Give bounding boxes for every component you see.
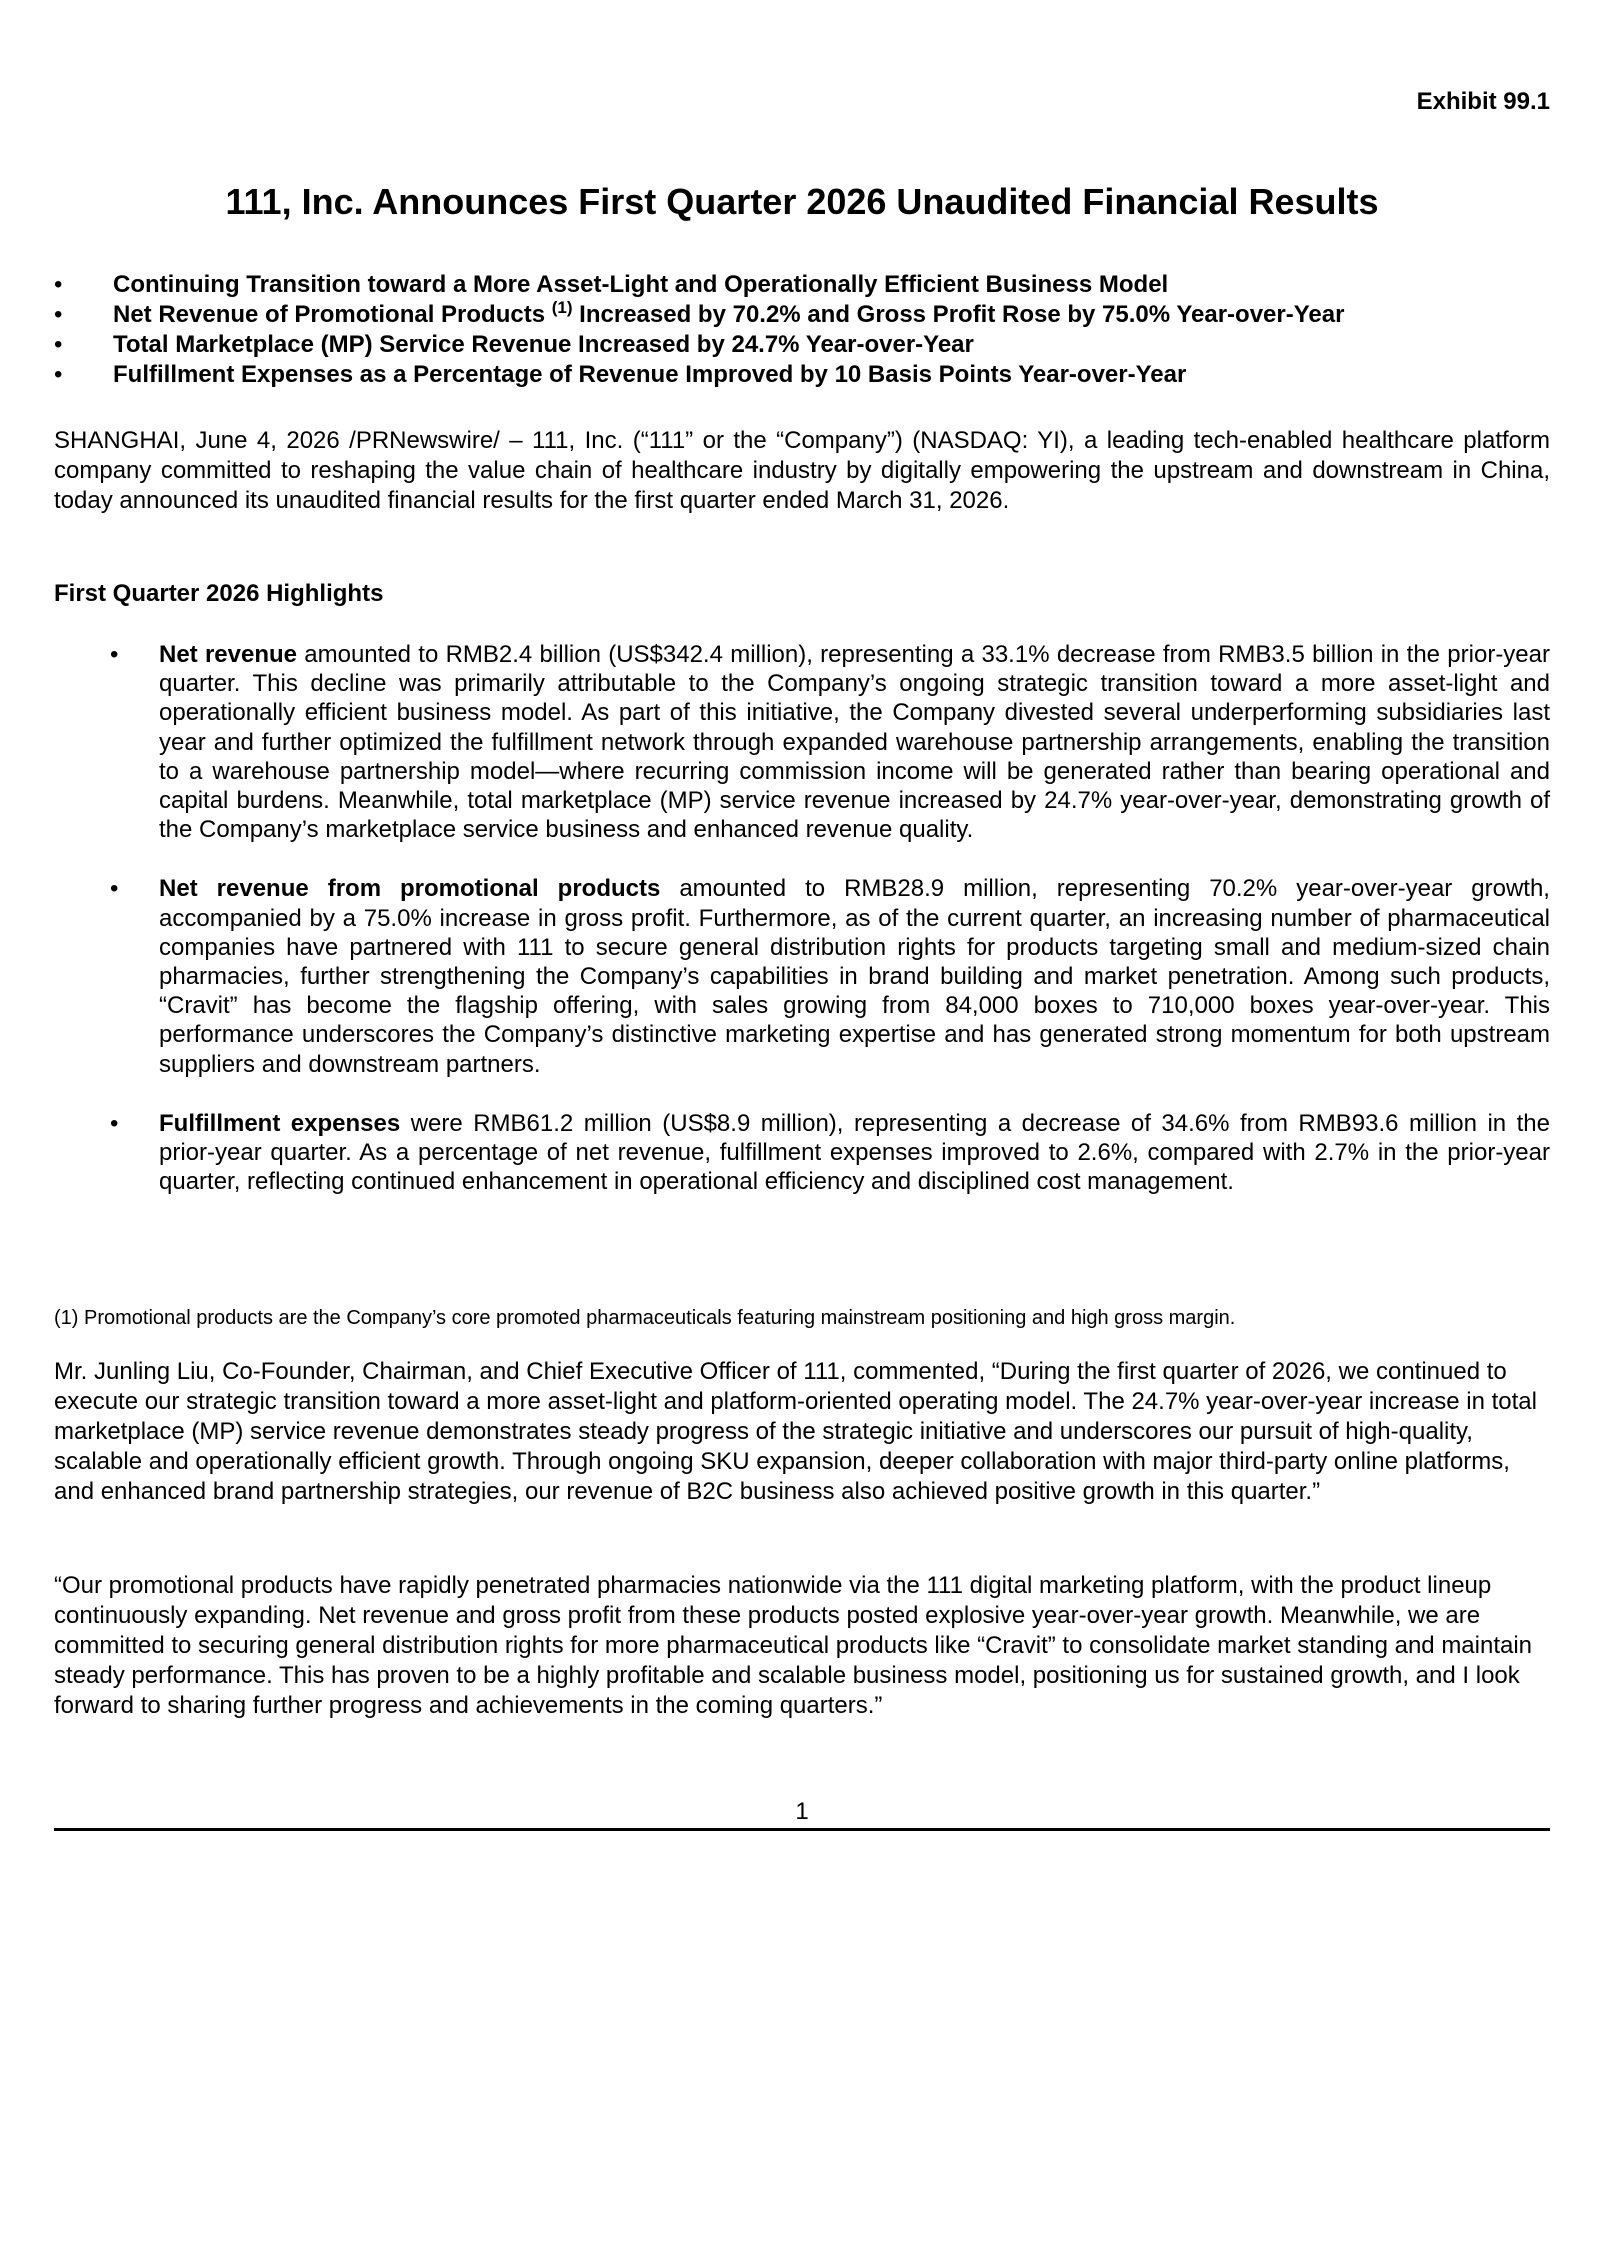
bullet-marker: •	[54, 331, 63, 358]
bullet-marker: •	[110, 641, 119, 668]
bullet-marker: •	[110, 875, 119, 903]
highlights-list	[54, 640, 1550, 1226]
bullet-marker: •	[54, 361, 63, 388]
intro-paragraph: SHANGHAI, June 4, 2026 /PRNewswire/ – 111, Inc. (“111” or the “Company”) (NASDAQ: YI), a leading tech-enabled healthcare platform company committed to reshaping the value chain of healthcare industry by digitally empowering the upstream and downstream in China, today announced its unaudited financial results for the first quarter ended March 31, 2026.	[54, 427, 1550, 514]
summary-bullets	[54, 270, 1550, 390]
bullet-marker: •	[110, 1109, 119, 1137]
highlight-text: amounted to RMB28.9 million, representing 70.2% year-over-year growth, accompanied by a 75.0% increase in gross profit. Furthermore, as of the current quarter, an increasing number of pharmaceutical companies have partnered with 111 to secure general distribution rights for products targeting small and medium-sized chain pharmacies, further strengthening the Company’s capabilities in brand building and market penetration. Among such products, “Cravit” has become the flagship offering, with sales growing from 84,000 boxes to 710,000 boxes year-over-year. This performance underscores the Company’s distinctive marketing expertise and has generated strong momentum for both upstream suppliers and downstream partners.	[159, 875, 1550, 1078]
highlight-text: were RMB61.2 million (US$8.9 million), representing a decrease of 34.6% from RMB93.6 million in the prior-year quarter. As a percentage of net revenue, fulfillment expenses improved to 2.6%, compared with 2.7% in the prior-year quarter, reflecting continued enhancement in operational efficiency and disciplined cost management.	[159, 1109, 1550, 1196]
summary-bullet-text: Fulfillment Expenses as a Percentage of Revenue Improved by 10 Basis Points Year-over-Year	[113, 361, 1187, 388]
summary-bullet	[54, 360, 1550, 390]
summary-bullet-text: Continuing Transition toward a More Asset-Light and Operationally Efficient Business Model	[113, 271, 1169, 298]
page-number: 1	[795, 1798, 809, 1825]
highlight-item	[54, 874, 1550, 1078]
summary-bullet-text: Increased by 70.2% and Gross Profit Rose by 75.0% Year-over-Year	[572, 301, 1345, 328]
exhibit-label: Exhibit 99.1	[1416, 88, 1550, 115]
bullet-marker: •	[54, 301, 63, 328]
page-divider	[54, 1828, 1550, 1831]
summary-bullet	[54, 300, 1550, 330]
ceo-quote-paragraph: “Our promotional products have rapidly penetrated pharmacies nationwide via the 111 digital marketing platform, with the product lineup continuously expanding. Net revenue and gross profit from these products posted explosive year-over-year growth. Meanwhile, we are committed to securing general distribution rights for more pharmaceutical products like “Cravit” to consolidate market standing and maintain steady performance. This has proven to be a highly profitable and scalable business model, positioning us for sustained growth, and I look forward to sharing further progress and achievements in the coming quarters.”	[54, 1572, 1533, 1719]
summary-bullet	[54, 270, 1550, 300]
ceo-quote-paragraph: Mr. Junling Liu, Co-Founder, Chairman, and Chief Executive Officer of 111, commented, “During the first quarter of 2026, we continued to execute our strategic transition toward a more asset-light and platform-oriented operating model. The 24.7% year-over-year increase in total marketplace (MP) service revenue demonstrates steady progress of the strategic initiative and underscores our pursuit of high-quality, scalable and operationally efficient growth. Through ongoing SKU expansion, deeper collaboration with major third-party online platforms, and enhanced brand partnership strategies, our revenue of B2C business also achieved positive growth in this quarter.”	[54, 1358, 1537, 1505]
document-title: 111, Inc. Announces First Quarter 2026 Unaudited Financial Results	[225, 181, 1379, 222]
bullet-marker: •	[54, 271, 63, 298]
summary-bullet-text: Net Revenue of Promotional Products	[113, 301, 552, 328]
highlight-text: amounted to RMB2.4 billion (US$342.4 million), representing a 33.1% decrease from RMB3.5 billion in the prior-year quarter. This decline was primarily attributable to the Company’s ongoing strategic transition toward a more asset-light and operationally efficient business model. As part of this initiative, the Company divested several underperforming subsidiaries last year and further optimized the fulfillment network through expanded warehouse partnership arrangements, enabling the transition to a warehouse partnership model—where recurring commission income will be generated rather than bearing operational and capital burdens. Meanwhile, total marketplace (MP) service revenue increased by 24.7% year-over-year, demonstrating growth of the Company’s marketplace service business and enhanced revenue quality.	[159, 641, 1550, 844]
footnote: (1) Promotional products are the Company’s core promoted pharmaceuticals featuring mainstream positioning and high gross margin.	[54, 1307, 1236, 1329]
highlight-lead: Net revenue from promotional products	[159, 875, 661, 903]
summary-bullet-text: Total Marketplace (MP) Service Revenue Increased by 24.7% Year-over-Year	[113, 331, 974, 358]
summary-bullet	[54, 330, 1550, 360]
highlight-lead: Fulfillment expenses	[159, 1109, 401, 1137]
highlight-lead: Net revenue	[159, 641, 297, 668]
highlight-item	[54, 640, 1550, 844]
footnote-ref: (1)	[551, 298, 573, 317]
highlight-item	[54, 1109, 1550, 1197]
highlights-heading: First Quarter 2026 Highlights	[54, 580, 384, 607]
